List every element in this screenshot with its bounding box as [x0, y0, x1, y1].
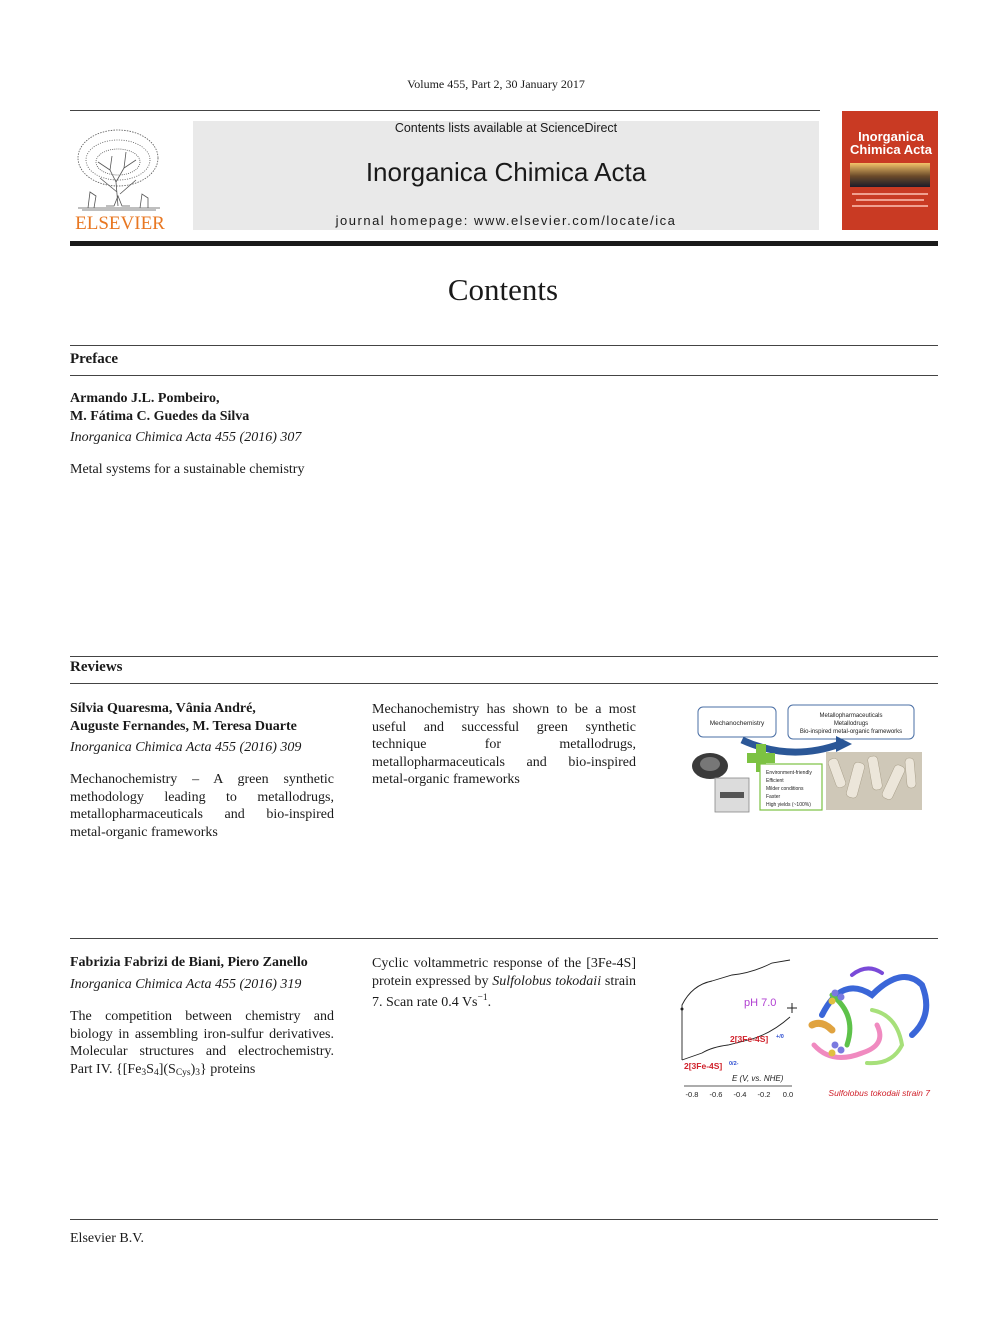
- journal-title: Inorganica Chimica Acta: [365, 157, 647, 187]
- review-1-authors: [70, 700, 297, 736]
- section-heading-reviews: Reviews: [70, 659, 123, 675]
- subscript: Cys: [175, 1067, 191, 1078]
- jar-lid: [700, 757, 720, 771]
- product-line: Metallodrugs: [833, 721, 869, 727]
- oxidized-couple-label: 2[3Fe-4S]: [730, 1034, 769, 1044]
- advantage-item: Environment-friendly: [766, 770, 812, 776]
- protein-ribbon: [812, 968, 926, 1063]
- abstract-text: Cyclic voltammetric response of the [3Fe-4S] protein expressed by: [372, 956, 636, 989]
- cover-photo: [850, 163, 930, 187]
- title-text: The competition between chemistry and biology in assembling iron-sulfur derivatives. Molecular structures and electrochemistry. Part IV. {[Fe: [70, 1009, 334, 1077]
- abstract-text: strain 7. Scan rate 0.4 Vs: [372, 973, 637, 1010]
- volume-line: Volume 455, Part 2, 30 January 2017: [407, 77, 585, 91]
- section-rule: [70, 375, 938, 376]
- entry-rule: [70, 938, 938, 939]
- section-rule: [70, 345, 938, 346]
- cv-point: [681, 1008, 684, 1011]
- cover-text-line: [856, 199, 924, 201]
- title-text: S: [146, 1061, 154, 1077]
- voltammogram-and-protein: [672, 955, 938, 1103]
- preface-authors: [70, 390, 249, 426]
- advantage-item: Milder conditions: [766, 786, 804, 792]
- section-rule: [70, 683, 938, 684]
- journal-cover: [842, 111, 938, 230]
- box-left-label: Mechanochemistry: [709, 720, 765, 727]
- mill-slot: [720, 792, 744, 798]
- title-text: } proteins: [200, 1061, 256, 1077]
- elsevier-wordmark: ELSEVIER: [75, 213, 165, 232]
- review-2-title[interactable]: [70, 1008, 334, 1082]
- contents-lists-text: Contents lists available at ScienceDirect: [394, 121, 618, 135]
- plus-horizontal: [747, 753, 775, 763]
- publisher-footer: Elsevier B.V.: [70, 1231, 145, 1246]
- species-name: Sulfolobus tokodaii: [492, 973, 602, 989]
- title-text: ](S: [158, 1061, 176, 1077]
- author-line: Sílvia Quaresma, Vânia André,: [70, 701, 256, 716]
- abstract-text: .: [487, 995, 492, 1010]
- cover-text-line: [852, 193, 928, 195]
- elsevier-logo: [70, 122, 170, 232]
- product-line: Metallopharmaceuticals: [819, 713, 883, 719]
- review-1-abstract: Mechanochemistry has shown to be a most useful and successful green synthetic technique for metallodrugs, metallopharmaceuticals and bio-inspired metal-organic frameworks: [372, 702, 636, 787]
- review-1-graphical-abstract: [680, 700, 930, 820]
- cover-text-line: [852, 205, 928, 207]
- title-text: ): [190, 1061, 196, 1077]
- reduced-couple-label: 2[3Fe-4S]: [684, 1061, 723, 1071]
- x-tick-label: -0.4: [733, 1090, 747, 1099]
- journal-homepage-link[interactable]: journal homepage: www.elsevier.com/locate/ica: [335, 213, 677, 228]
- journal-banner: [193, 121, 819, 230]
- author-line: M. Fátima C. Guedes da Silva: [70, 409, 250, 424]
- subscript: 4: [153, 1067, 159, 1078]
- organism-label: Sulfolobus tokodaii strain 7: [828, 1088, 930, 1098]
- superscript: −1: [477, 993, 488, 1003]
- author-line: Auguste Fernandes, M. Teresa Duarte: [70, 719, 297, 734]
- reduced-charge: 0/2-: [729, 1061, 739, 1067]
- cover-title: Inorganica Chimica Acta: [850, 129, 932, 157]
- mechanochemistry-scheme: [680, 700, 930, 820]
- subscript: 3: [195, 1067, 201, 1078]
- oxidized-charge: +/0: [776, 1034, 784, 1040]
- review-2-citation[interactable]: Inorganica Chimica Acta 455 (2016) 319: [70, 977, 302, 992]
- product-line: Bio-inspired metal-organic frameworks: [799, 729, 903, 735]
- preface-citation[interactable]: Inorganica Chimica Acta 455 (2016) 307: [70, 430, 302, 445]
- author-line: Armando J.L. Pombeiro,: [70, 391, 220, 406]
- header-rule: [70, 110, 820, 111]
- x-axis-title: E (V, vs. NHE): [732, 1074, 784, 1083]
- preface-title[interactable]: Metal systems for a sustainable chemistry: [70, 462, 305, 477]
- review-1-title[interactable]: Mechanochemistry – A green synthetic methodology leading to metallodrugs, metallopharmaceuticals and bio-inspired metal-organic frameworks: [70, 772, 334, 840]
- section-rule: [70, 656, 938, 657]
- subscript: 3: [141, 1067, 147, 1078]
- footer-rule: [70, 1219, 938, 1220]
- ph-label: pH 7.0: [744, 997, 777, 1009]
- review-2-authors: Fabrizia Fabrizi de Biani, Piero Zanello: [70, 955, 308, 970]
- elsevier-tree-icon: [70, 122, 170, 232]
- section-heading-preface: Preface: [70, 351, 119, 367]
- advantage-item: Efficient: [766, 778, 784, 784]
- review-2-abstract: [372, 955, 636, 1012]
- x-tick-label: -0.2: [757, 1090, 771, 1099]
- x-tick-label: 0.0: [782, 1090, 794, 1099]
- advantage-item: Faster: [766, 794, 781, 800]
- review-2-graphical-abstract: [672, 955, 938, 1103]
- header-thick-rule: [70, 241, 938, 246]
- cv-curve: [682, 960, 790, 1060]
- review-1-citation[interactable]: Inorganica Chimica Acta 455 (2016) 309: [70, 740, 302, 755]
- advantage-item: High yields (~100%): [766, 802, 811, 808]
- x-tick-label: -0.8: [685, 1090, 699, 1099]
- x-tick-label: -0.6: [709, 1090, 723, 1099]
- page-title: Contents: [447, 272, 559, 307]
